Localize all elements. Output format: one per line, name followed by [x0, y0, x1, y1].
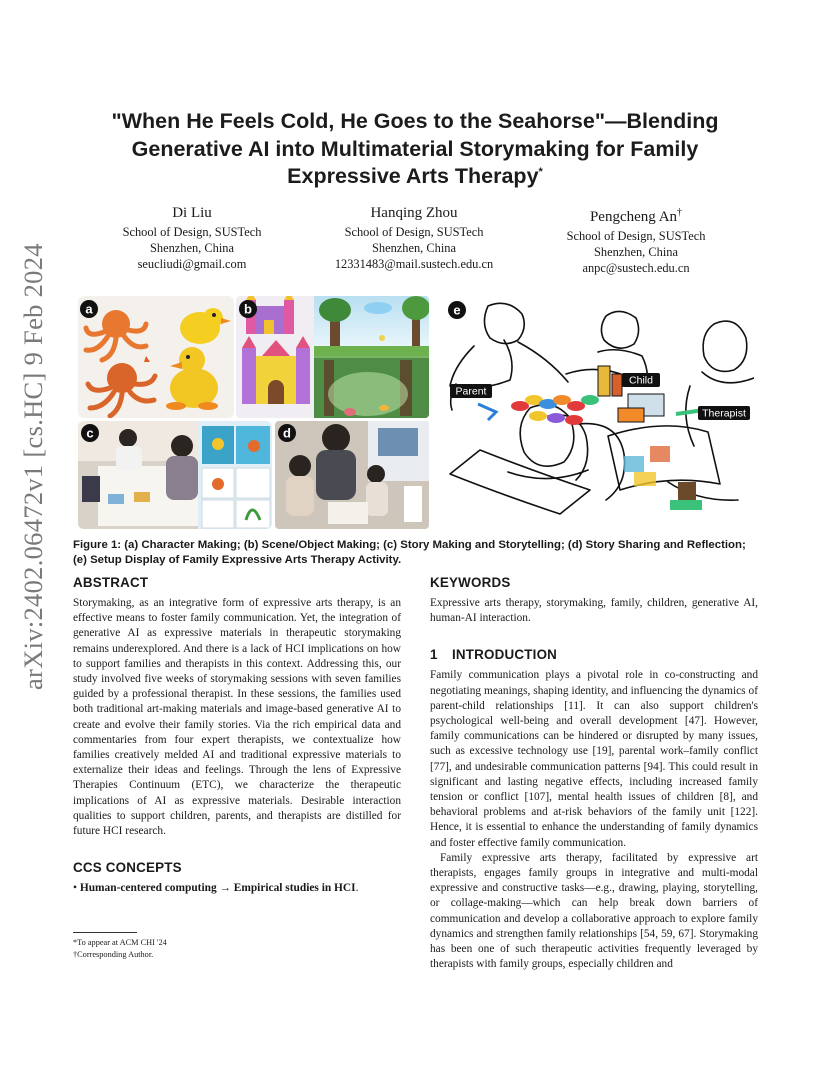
child-figure [286, 455, 314, 516]
ccs-heading: CCS CONCEPTS [73, 860, 182, 876]
left-column [73, 574, 401, 896]
author-location: Shenzhen, China [372, 241, 456, 256]
title-line-2: Generative AI into Multimaterial Storymaking for Family [131, 136, 699, 161]
svg-text:Child: Child [629, 374, 653, 387]
footnote-rule [73, 932, 137, 933]
panel-d-label: d [283, 425, 291, 441]
sketch-label-child [622, 373, 660, 387]
panel-a-character-making [78, 296, 234, 418]
story-board-cards [202, 426, 270, 528]
therapist-sketch [686, 321, 754, 446]
keywords-heading: KEYWORDS [430, 575, 511, 590]
abstract-text: Storymaking, as an integrative form of expressive arts therapy, is an effective means to foster family communication. Yet, the integration of generative AI as expressive materials in therapeutic storymaking remains underexplored. And there is a lack of HCI implications on how to support families and therapists in this context. Addressing this, our study involved five weeks of storymaking sessions with seven families guided by a professional therapist. In these sessions, the families used both traditional art-making materials and image-based generative AI to create and evolve their family stories. Via the rich empirical data and commentaries from four expert therapists, we contextualize how families creatively melded AI and traditional expressive materials to externalize their ideas and feelings. Through the lens of Expressive Therapies Continuum (ETC), we characterize the therapeutic implications of AI as expressive materials. Desirable interaction qualities to support children, parents, and therapists are distilled for future HCI research. [73, 597, 401, 838]
caption-line-2: (e) Setup Display of Family Expressive Arts Therapy Activity. [73, 554, 402, 566]
panel-a-label: a [85, 301, 93, 317]
panel-c-story-making [78, 421, 272, 529]
caption-line-1: Figure 1: (a) Character Making; (b) Scene/Object Making; (c) Story Making and Storytelling; (d) Story Sharing and Reflection; [73, 539, 746, 551]
panel-e-label: e [453, 302, 461, 318]
author-name: Di Liu [172, 205, 212, 221]
author-affiliation: School of Design, SUSTech [566, 229, 706, 243]
right-column [430, 574, 758, 972]
svg-text:Therapist: Therapist [702, 407, 746, 420]
footnote-corresponding: †Corresponding Author. [73, 949, 154, 959]
intro-paragraph-2: Family expressive arts therapy, facilitated by expressive art therapists, engages family groups in integrative and multi-modal expressive and constructive tasks—e.g., drawing, playing, storytelling, or collage-making—which can help break down barriers of communication and develop a collaborative approach to explore family dynamics and strengthen family relationships [54, 59, 67]. Storymaking has been one of such therapeutic activities frequently leveraged by therapists with family groups, especially children and [430, 851, 758, 971]
arxiv-stamp: arXiv:2402.06472v1 [cs.HC] 9 Feb 2024 [18, 243, 48, 690]
author-name: Hanqing Zhou [370, 205, 458, 221]
section-title: INTRODUCTION [452, 647, 558, 663]
ccs-bullet: • [73, 882, 77, 895]
keywords-text: Expressive arts therapy, storymaking, family, children, generative AI, human-AI interaction. [430, 597, 758, 625]
abstract-heading: ABSTRACT [73, 575, 149, 590]
materials-on-table [478, 366, 710, 510]
story-book-sketch [450, 450, 590, 514]
author-affiliation: School of Design, SUSTech [344, 225, 484, 239]
author-affiliation: School of Design, SUSTech [122, 225, 262, 239]
title-line-3: Expressive Arts Therapy [287, 164, 539, 188]
author-1 [72, 203, 312, 273]
author-email: 12331483@mail.sustech.edu.cn [334, 257, 494, 272]
author-location: Shenzhen, China [594, 245, 678, 260]
ccs-item: Human-centered computing → Empirical studies in HCI [79, 882, 356, 895]
sketch-label-therapist [698, 406, 750, 420]
panel-b-scene-making [236, 296, 430, 418]
panel-d-story-sharing [275, 421, 429, 529]
author-email: anpc@sustech.edu.cn [582, 261, 690, 276]
svg-text:Parent: Parent [455, 385, 487, 398]
footnote-chi: *To appear at ACM CHI '24 [73, 938, 167, 947]
castle-craft-large [242, 336, 310, 404]
introduction-heading [430, 646, 758, 664]
footnotes [73, 937, 373, 960]
author-name: Pengcheng An [589, 209, 678, 225]
author-2 [294, 203, 534, 273]
panel-c-label: c [86, 425, 94, 441]
author-location: Shenzhen, China [150, 241, 234, 256]
author-3 [516, 203, 756, 277]
title-footnote-mark: * [538, 165, 543, 178]
paper-title [70, 108, 760, 191]
intro-paragraph-1: Family communication plays a pivotal role in co-constructing and negotiating meanings, shaping identity, and influencing the dynamics of parent-child relationships [11]. It can also support children's psychological well-being and overall development [47]. However, family communications can be hindered or disrupted by many issues, such as excessive technology use [19], parental work–family conflict [77], and undesirable communication patterns [94]. This could result in significant and lasting negative effects, including increased family tension or conflict [107], mental health issues of children [8], and behavioral problems and at-risk behaviors of the family unit [122]. Hence, it is essential to enhance the understanding of family dynamics and foster effective family communication. [430, 669, 758, 849]
ccs-end: . [355, 882, 359, 895]
section-number: 1 [430, 647, 438, 663]
title-line-1: "When He Feels Cold, He Goes to the Seahorse"—Blending [111, 109, 719, 133]
figure-1 [78, 296, 754, 529]
author-email: seucliudi@gmail.com [137, 257, 247, 272]
ccs-concepts [73, 881, 401, 896]
panel-b-label: b [244, 301, 252, 317]
sketch-label-parent [450, 384, 492, 398]
figure-caption [73, 538, 763, 568]
child-figure [366, 465, 388, 516]
corresponding-mark: † [677, 207, 683, 218]
